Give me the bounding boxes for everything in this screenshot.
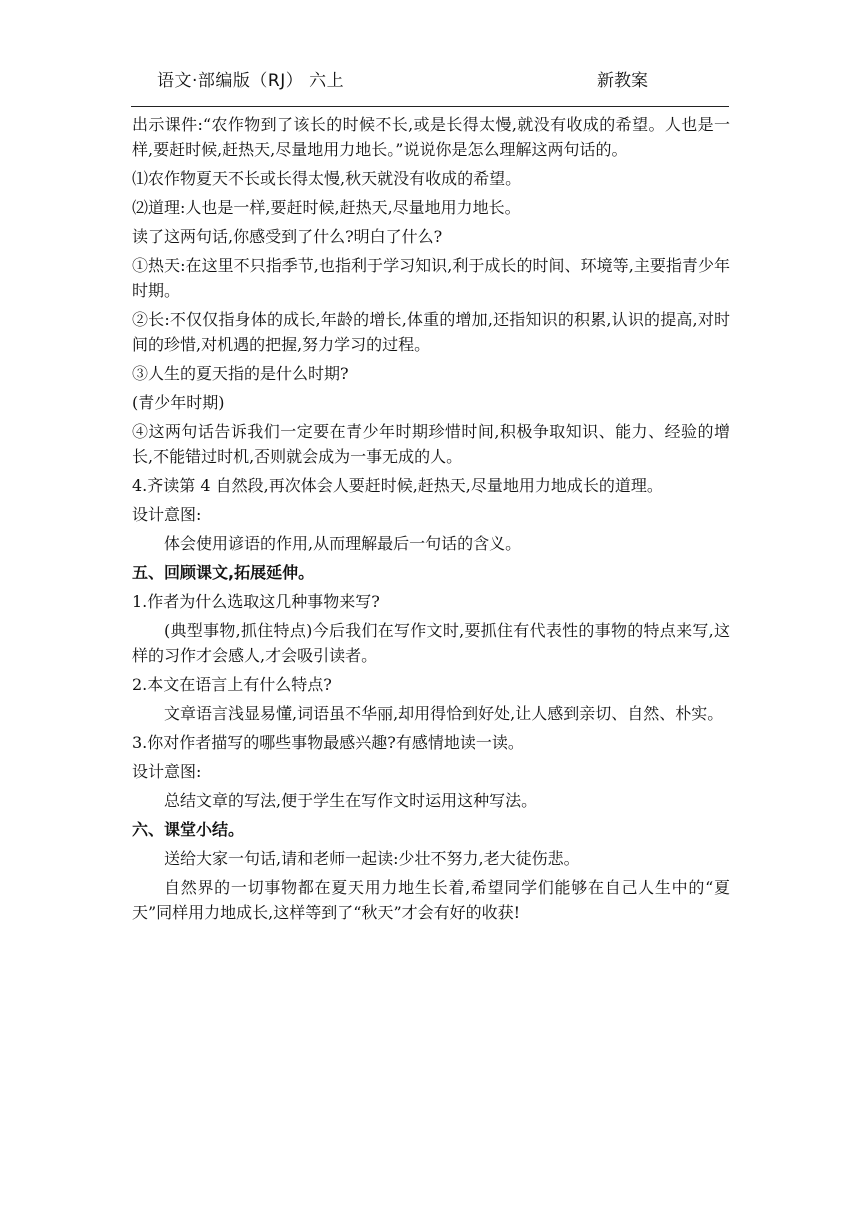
paragraph-item-4: ④这两句话告诉我们一定要在青少年时期珍惜时间,积极争取知识、能力、经验的增长,不能错过时机,否则就会成为一事无成的人。 xyxy=(132,422,730,466)
paragraph-point-2: ⑵道理:人也是一样,要赶时候,赶热天,尽量地用力地长。 xyxy=(132,198,521,217)
page-header xyxy=(131,64,729,107)
section-heading-summary: 六、课堂小结。 xyxy=(132,820,245,839)
paragraph-design-intent-2: 总结文章的写法,便于学生在写作文时运用这种写法。 xyxy=(164,791,538,810)
paragraph-q2: 2.本文在语言上有什么特点? xyxy=(132,675,332,694)
paragraph-a2: 文章语言浅显易懂,词语虽不华丽,却用得恰到好处,让人感到亲切、自然、朴实。 xyxy=(164,704,724,723)
paragraph-design-intent-label-2: 设计意图: xyxy=(132,762,202,781)
paragraph-q3: 3.你对作者描写的哪些事物最感兴趣?有感情地读一读。 xyxy=(132,733,524,752)
paragraph-a1: (典型事物,抓住特点)今后我们在写作文时,要抓住有代表性的事物的特点来写,这样的习作才会感人,才会吸引读者。 xyxy=(132,621,730,665)
paragraph-answer: (青少年时期) xyxy=(132,393,225,412)
paragraph-courseware-quote: 出示课件:“农作物到了该长的时候不长,或是长得太慢,就没有收成的希望。人也是一样,要赶时候,赶热天,尽量地用力地长。”说说你是怎么理解这两句话的。 xyxy=(132,115,730,159)
paragraph-step-4: 4.齐读第 4 自然段,再次体会人要赶时候,赶热天,尽量地用力地成长的道理。 xyxy=(132,476,663,495)
paragraph-q1: 1.作者为什么选取这几种事物来写? xyxy=(132,592,380,611)
paragraph-summary-2: 自然界的一切事物都在夏天用力地生长着,希望同学们能够在自己人生中的“夏天”同样用力地成长,这样等到了“秋天”才会有好的收获! xyxy=(132,878,730,922)
header-subject-label: 语文·部编版（RJ） 六上 xyxy=(157,71,345,91)
paragraph-design-intent-label: 设计意图: xyxy=(132,505,202,524)
paragraph-point-1: ⑴农作物夏天不长或长得太慢,秋天就没有收成的希望。 xyxy=(132,169,522,188)
document-body xyxy=(132,112,730,929)
header-doc-type-label: 新教案 xyxy=(597,71,648,91)
paragraph-design-intent: 体会使用谚语的作用,从而理解最后一句话的含义。 xyxy=(164,534,522,553)
paragraph-item-1: ①热天:在这里不只指季节,也指利于学习知识,利于成长的时间、环境等,主要指青少年时期。 xyxy=(132,256,730,300)
paragraph-question: 读了这两句话,你感受到了什么?明白了什么? xyxy=(132,227,443,246)
paragraph-item-3: ③人生的夏天指的是什么时期? xyxy=(132,364,349,383)
paragraph-item-2: ②长:不仅仅指身体的成长,年龄的增长,体重的增加,还指知识的积累,认识的提高,对时间的珍惜,对机遇的把握,努力学习的过程。 xyxy=(132,310,730,354)
section-heading-review: 五、回顾课文,拓展延伸。 xyxy=(132,563,315,582)
paragraph-summary-1: 送给大家一句话,请和老师一起读:少壮不努力,老大徒伤悲。 xyxy=(164,849,580,868)
